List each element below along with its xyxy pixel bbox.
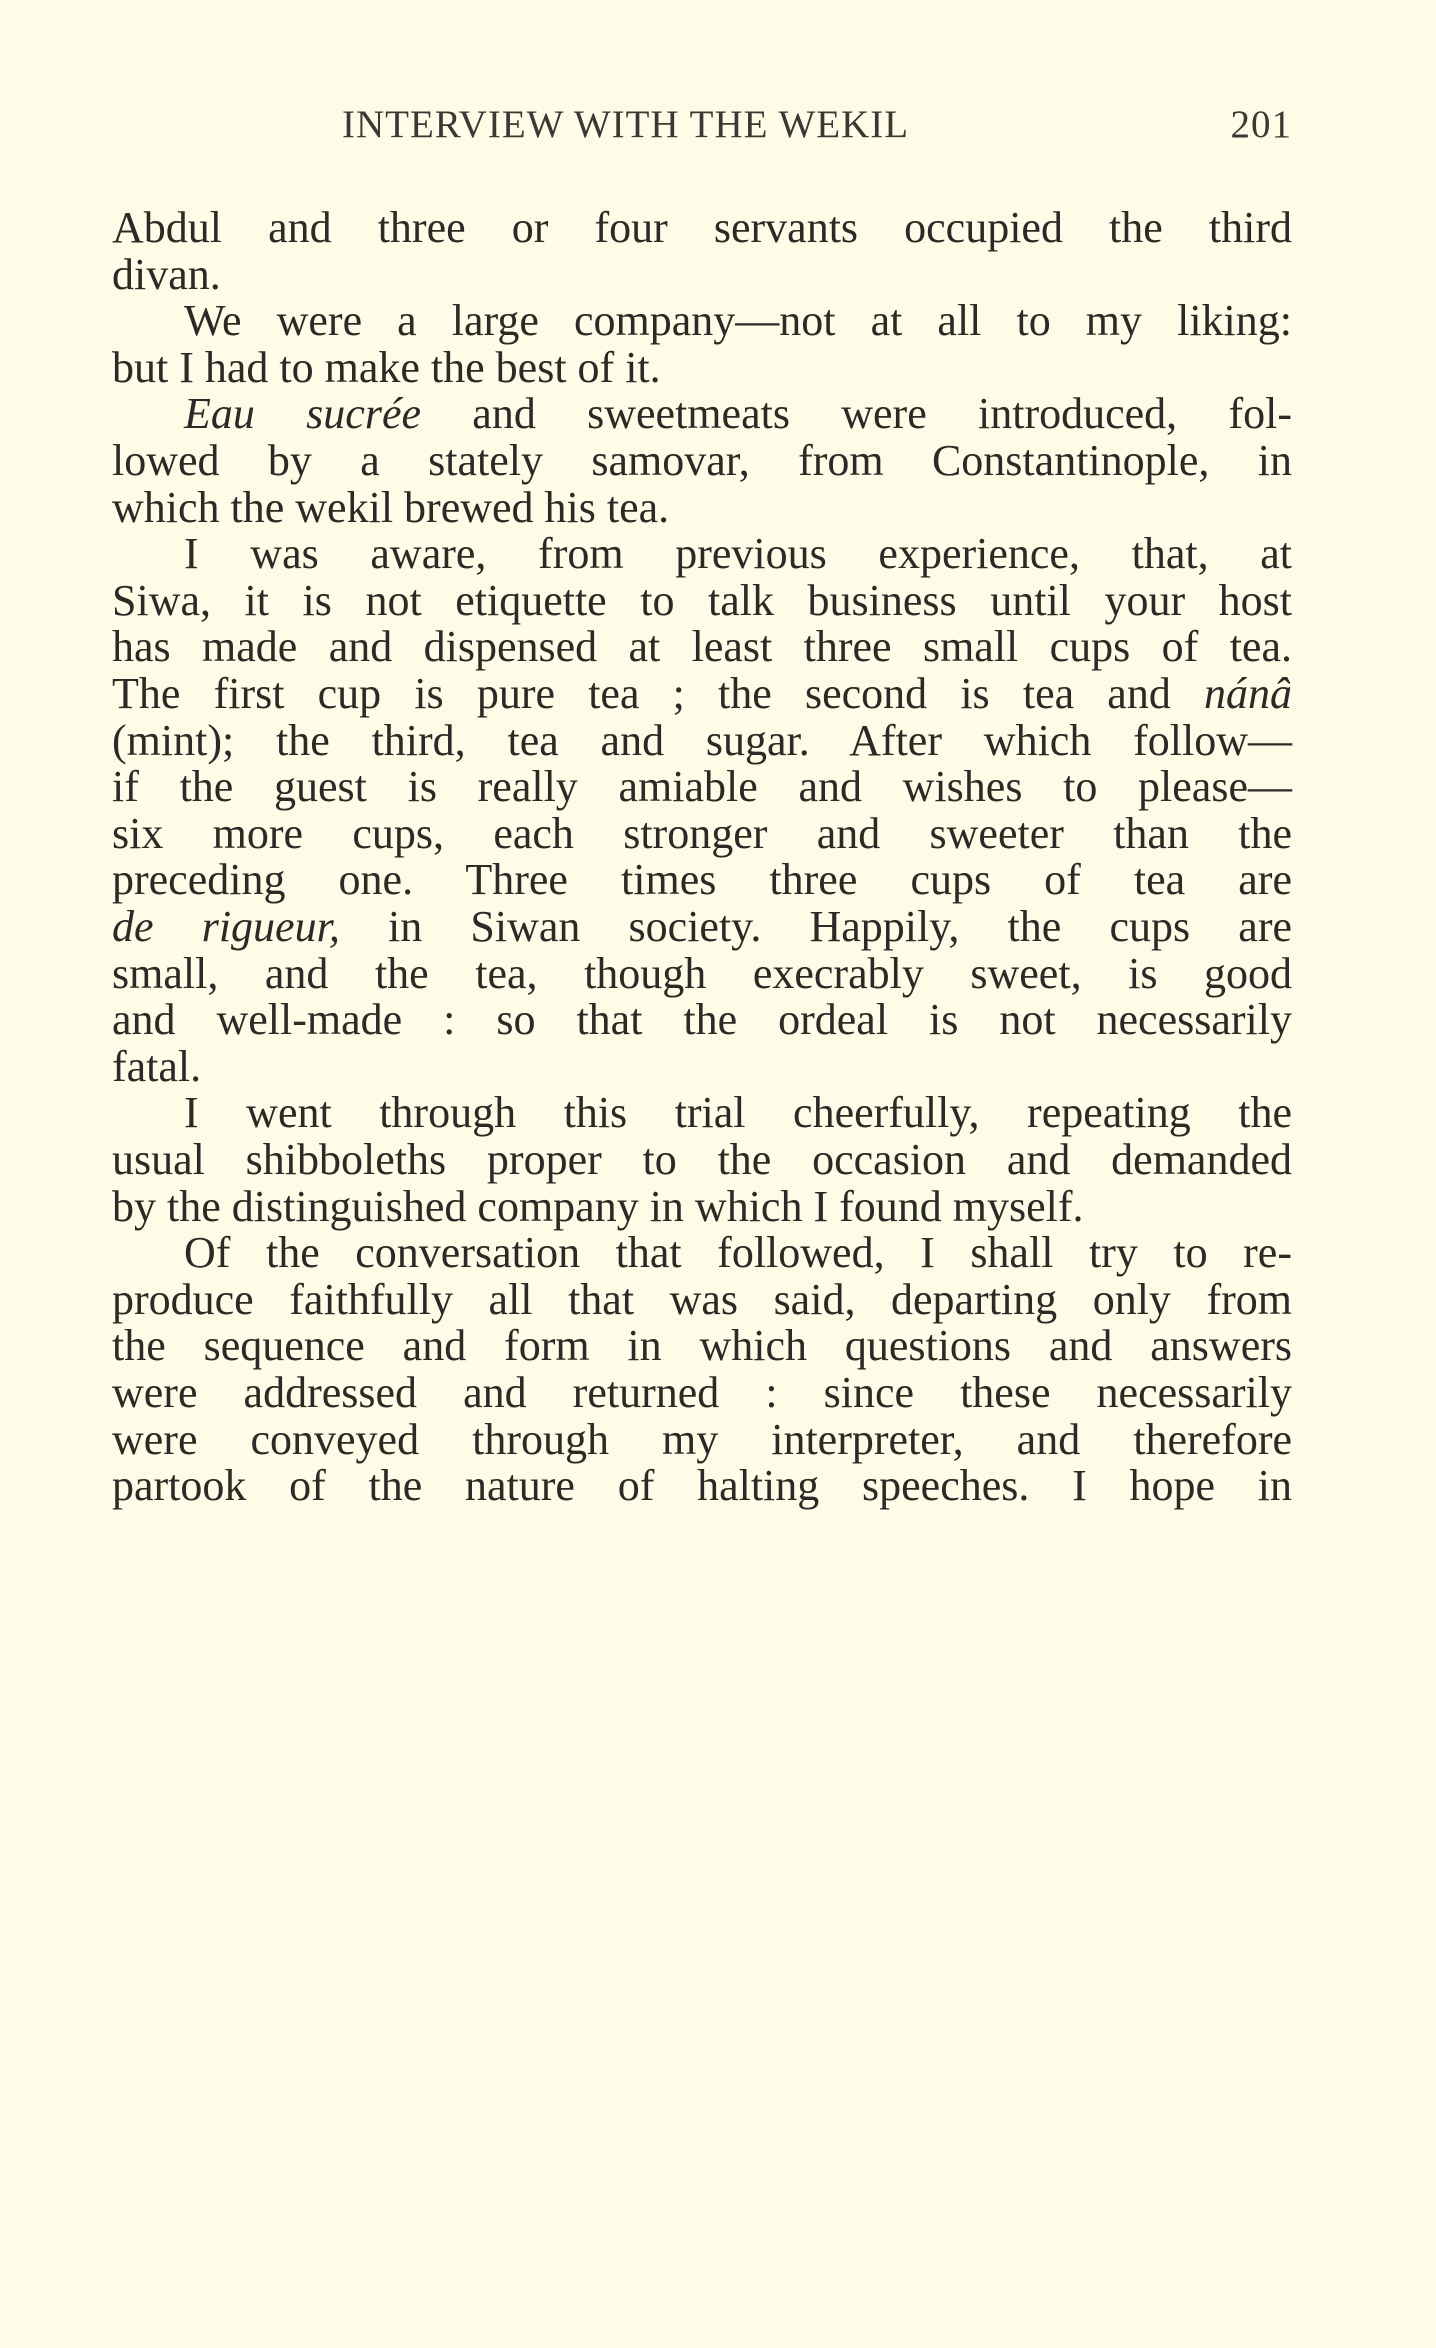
text-line: fatal. bbox=[112, 1041, 202, 1091]
text-line: partook of the nature of halting speeches. I hope in bbox=[112, 1461, 1292, 1511]
text-line: I was aware, from previous experience, that, at bbox=[184, 529, 1292, 579]
text-line: lowed by a stately samovar, from Constantinople, in bbox=[112, 436, 1292, 485]
text-line: which the wekil brewed his tea. bbox=[112, 482, 670, 532]
text-line: has made and dispensed at least three small cups of tea. bbox=[112, 622, 1292, 672]
italic-phrase: Eau sucrée bbox=[184, 389, 422, 439]
text-line: We were a large company—not at all to my liking: bbox=[184, 296, 1292, 346]
text-line: produce faithfully all that was said, departing only from bbox=[112, 1274, 1292, 1324]
text-line: Of the conversation that followed, I shall try to re- bbox=[184, 1228, 1292, 1278]
text-line: were addressed and returned : since these necessarily bbox=[112, 1368, 1292, 1417]
italic-phrase: de rigueur, bbox=[112, 902, 340, 951]
page-number: 201 bbox=[1230, 103, 1292, 146]
text-line: and well-made : so that the ordeal is not necessarily bbox=[112, 995, 1292, 1045]
text-line: but I had to make the best of it. bbox=[112, 342, 661, 392]
text-line: Abdul and three or four servants occupied the third bbox=[112, 203, 1292, 252]
text-line: divan. bbox=[112, 249, 221, 299]
text-line: six more cups, each stronger and sweeter than the bbox=[112, 808, 1292, 858]
text-line: were conveyed through my interpreter, and therefore bbox=[112, 1414, 1292, 1464]
line-text: in Siwan society. Happily, the cups are bbox=[339, 902, 1293, 951]
text-line: if the guest is really amiable and wishes to please— bbox=[112, 762, 1292, 812]
text-line: the sequence and form in which questions and answers bbox=[112, 1321, 1292, 1371]
italic-phrase: nánâ bbox=[1204, 669, 1292, 718]
text-line: I went through this trial cheerfully, repeating the bbox=[184, 1088, 1292, 1138]
line-text: and sweetmeats were introduced, fol- bbox=[421, 389, 1292, 439]
text-line: Siwa, it is not etiquette to talk business until your host bbox=[112, 575, 1292, 625]
text-line: preceding one. Three times three cups of tea are bbox=[112, 855, 1292, 905]
line-text: The first cup is pure tea ; the second is tea and bbox=[112, 669, 1204, 718]
chapter-running-title: INTERVIEW WITH THE WEKIL bbox=[342, 103, 910, 146]
text-line: (mint); the third, tea and sugar. After which follow— bbox=[112, 715, 1292, 765]
text-line: small, and the tea, though execrably sweet, is good bbox=[112, 948, 1292, 998]
text-line: by the distinguished company in which I found myself. bbox=[112, 1181, 1084, 1231]
running-head bbox=[112, 102, 1292, 152]
text-line: usual shibboleths proper to the occasion and demanded bbox=[112, 1135, 1292, 1184]
